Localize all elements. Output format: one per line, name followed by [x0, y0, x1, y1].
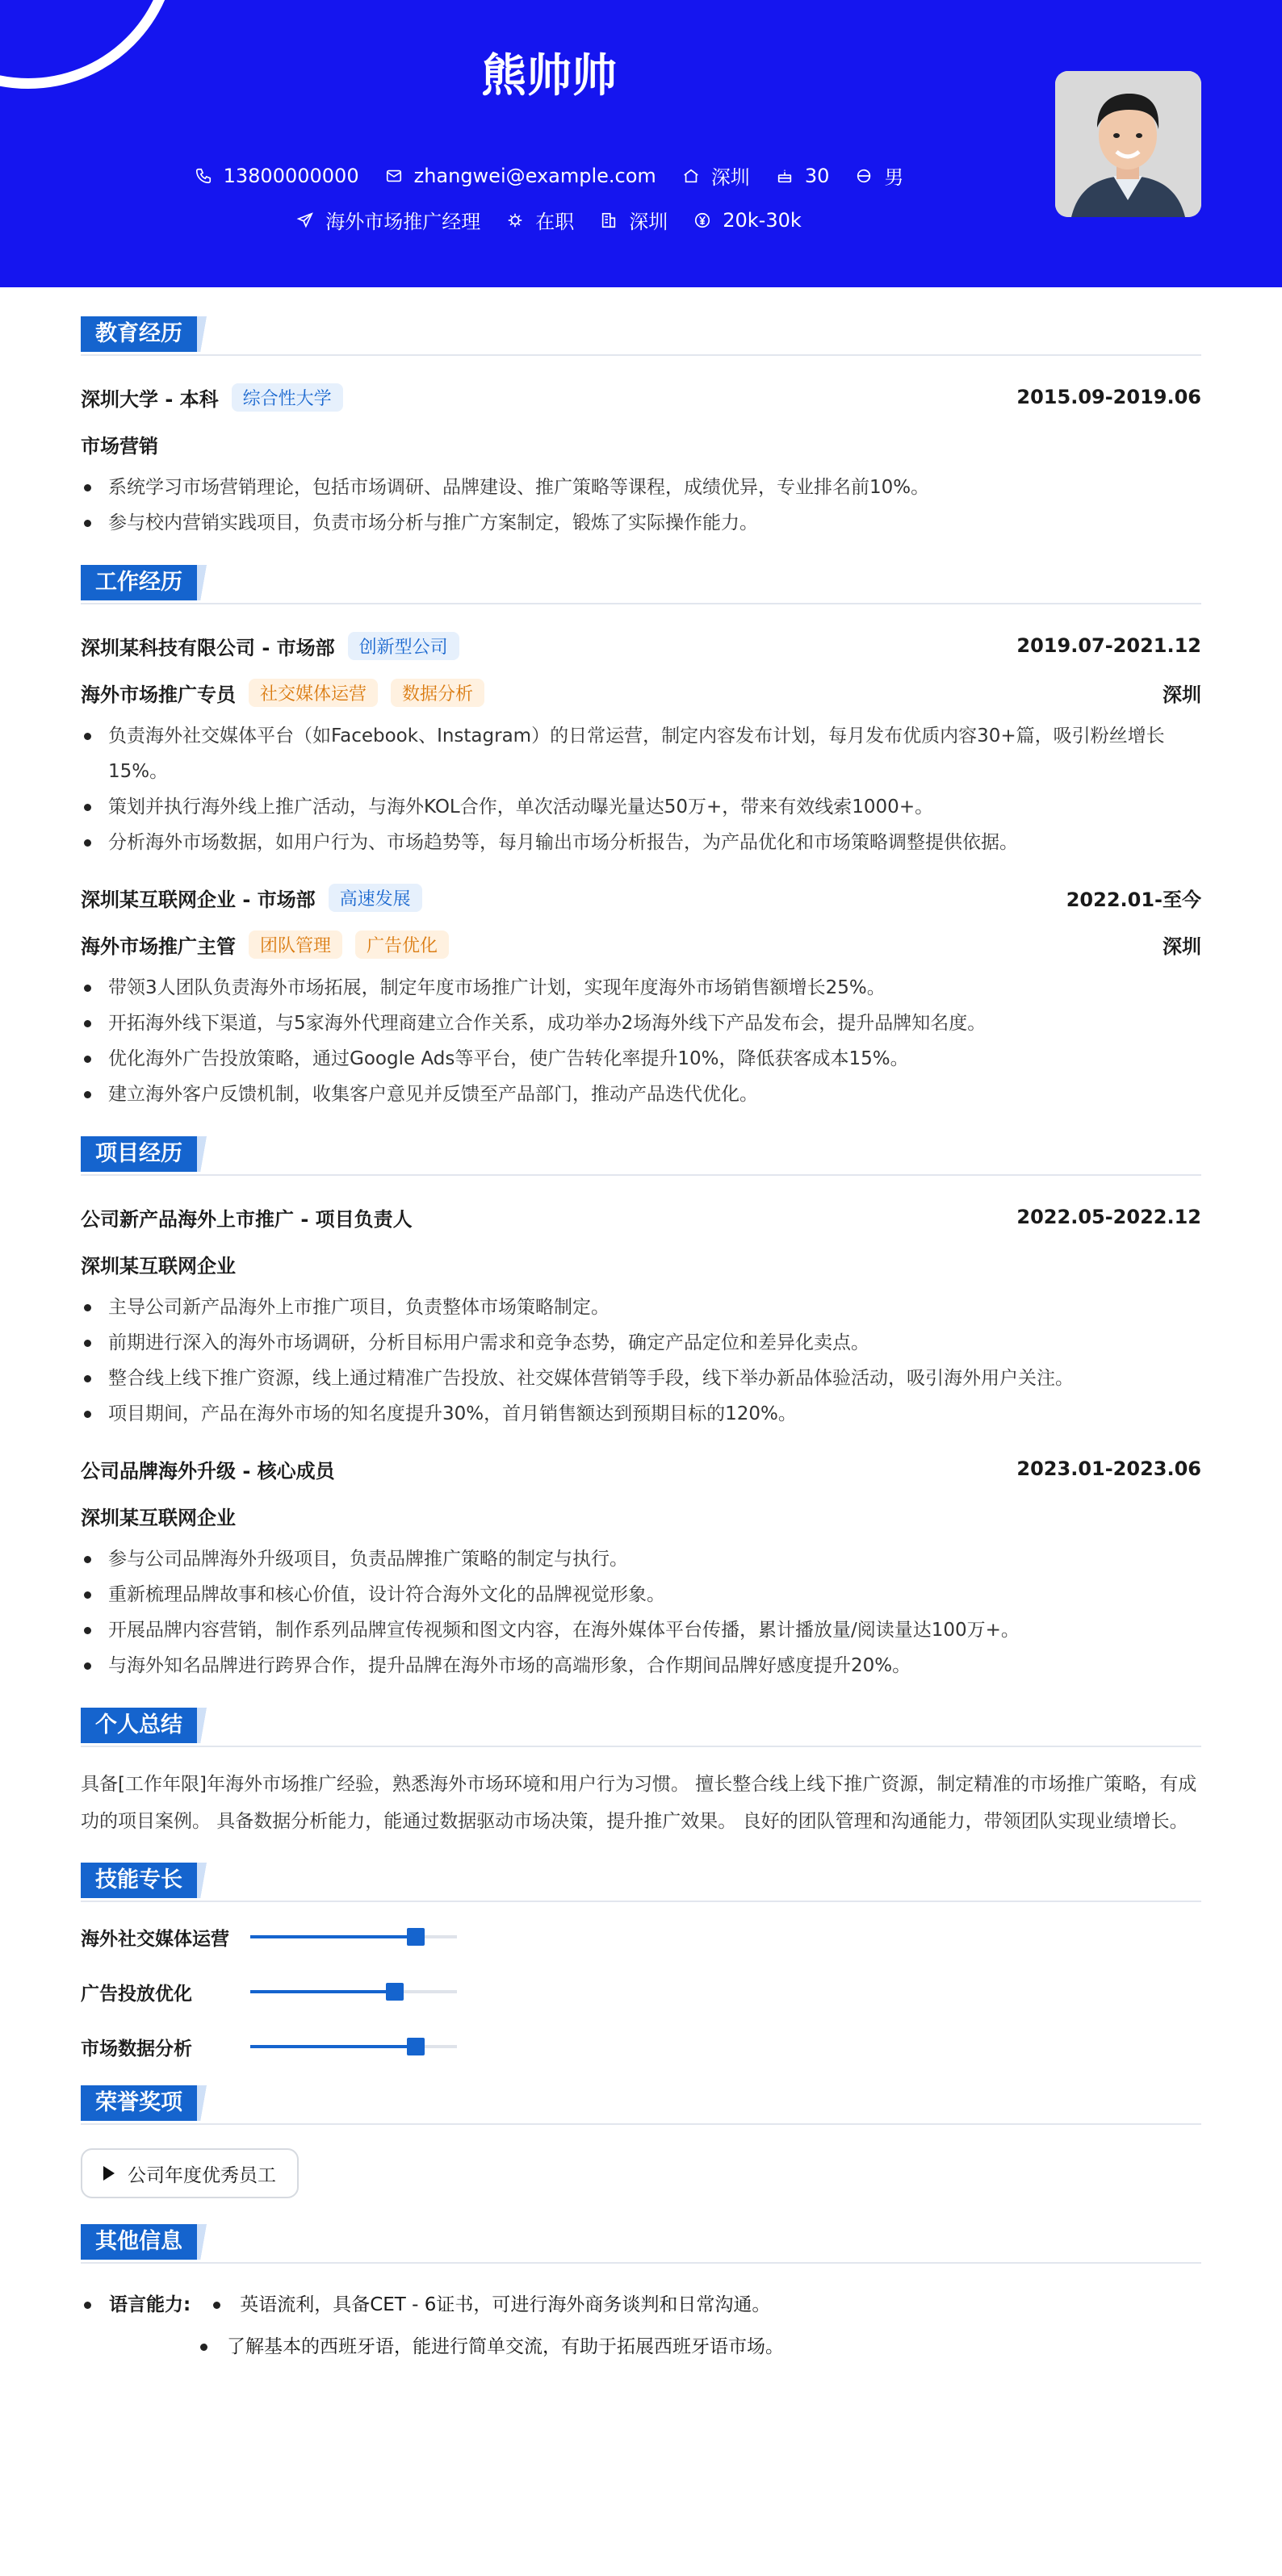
section-title: 其他信息	[81, 2224, 197, 2260]
list-item: 项目期间，产品在海外市场的知名度提升30%，首月销售额达到预期目标的120%。	[81, 1396, 1201, 1432]
email-item	[385, 165, 656, 187]
company-tag: 高速发展	[329, 884, 422, 912]
bullet-dot	[200, 2344, 207, 2351]
job-row	[0, 206, 1098, 234]
building-icon	[600, 211, 618, 229]
skill-bar-knob	[407, 2038, 425, 2055]
project-header	[81, 1454, 1201, 1483]
bullet-dot	[84, 2302, 91, 2309]
list-item: 带领3人团队负责海外市场拓展，制定年度市场推广计划，实现年度海外市场销售额增长25%。	[81, 970, 1201, 1006]
section-divider	[81, 603, 1201, 604]
phone-icon	[195, 167, 212, 185]
skill-bar-fill	[250, 2045, 416, 2048]
section-title: 技能专长	[81, 1863, 197, 1898]
project-date: 2022.05-2022.12	[1016, 1206, 1201, 1228]
salary-item	[693, 209, 802, 232]
skill-tag: 数据分析	[391, 679, 484, 707]
work-date: 2019.07-2021.12	[1016, 634, 1201, 657]
other-info	[81, 2284, 1201, 2368]
skill-bar	[250, 1935, 457, 1938]
language-row	[81, 2284, 1201, 2326]
yen-icon	[693, 211, 711, 229]
section-divider	[81, 2262, 1201, 2264]
gender-text: 男	[884, 166, 904, 189]
skill-tag: 团队管理	[249, 930, 342, 959]
list-item: 开拓海外线下渠道，与5家海外代理商建立合作关系，成功举办2场海外线下产品发布会，提升品牌知名度。	[81, 1006, 1201, 1041]
position-row	[81, 930, 1201, 959]
skill-tag: 社交媒体运营	[249, 679, 378, 707]
section-title: 荣誉奖项	[81, 2085, 197, 2121]
section-title: 工作经历	[81, 565, 197, 600]
major-name: 市场营销	[81, 434, 158, 458]
list-item: 优化海外广告投放策略，通过Google Ads等平台，使广告转化率提升10%，降低获客成本15%。	[81, 1041, 1201, 1077]
work-city: 深圳	[1163, 683, 1201, 706]
list-item: 建立海外客户反馈机制，收集客户意见并反馈至产品部门，推动产品迭代优化。	[81, 1077, 1201, 1112]
project-bullets	[81, 1290, 1201, 1432]
company-name: 深圳某互联网企业 - 市场部	[81, 888, 316, 911]
section-title: 项目经历	[81, 1136, 197, 1172]
status-text: 在职	[535, 211, 575, 233]
work-date: 2022.01-至今	[1066, 888, 1201, 911]
gender-item	[855, 161, 903, 190]
project-org: 深圳某互联网企业	[81, 1254, 236, 1278]
list-item: 重新梳理品牌故事和核心价值，设计符合海外文化的品牌视觉形象。	[81, 1577, 1201, 1612]
age-text: 30	[804, 164, 830, 187]
bullet-dot	[213, 2302, 220, 2309]
section-divider	[81, 354, 1201, 356]
position-row	[81, 678, 1201, 707]
contact-row	[0, 161, 1098, 190]
skill-bar-fill	[250, 1935, 416, 1938]
list-item: 前期进行深入的海外市场调研，分析目标用户需求和竞争态势，确定产品定位和差异化卖点。	[81, 1325, 1201, 1361]
skill-bar-knob	[386, 1983, 404, 2001]
list-item: 开展品牌内容营销，制作系列品牌宣传视频和图文内容，在海外媒体平台传播，累计播放量/阅读量达100万+。	[81, 1612, 1201, 1648]
summary-text: 具备[工作年限]年海外市场推广经验，熟悉海外市场环境和用户行为习惯。 擅长整合线上线下推广资源，制定精准的市场推广策略，有成功的项目案例。 具备数据分析能力，能通过数据驱动市场决策，提升推广效果。 良好的团队管理和沟通能力，带领团队实现业绩增长。	[81, 1774, 1197, 1832]
award-label: 公司年度优秀员工	[128, 2164, 276, 2186]
work-city-text: 深圳	[629, 211, 668, 233]
skill-bar-knob	[407, 1928, 425, 1946]
skill-bar-fill	[250, 1990, 395, 1993]
section-education	[81, 316, 1201, 353]
work-city-item	[600, 206, 668, 234]
skills-list	[81, 1917, 1201, 2082]
section-skills	[81, 1863, 1201, 1900]
list-item: 策划并执行海外线上推广活动，与海外KOL合作，单次活动曝光量达50万+，带来有效线索1000+。	[81, 789, 1201, 825]
mail-icon	[385, 167, 403, 185]
gender-icon	[855, 167, 873, 185]
resume-body	[81, 287, 1201, 2368]
work-header	[81, 631, 1201, 660]
list-item: 参与校内营销实践项目，负责市场分析与推广方案制定，锻炼了实际操作能力。	[81, 505, 1201, 541]
work-bullets	[81, 970, 1201, 1112]
company-name: 深圳某科技有限公司 - 市场部	[81, 636, 335, 659]
section-title: 个人总结	[81, 1708, 197, 1743]
list-item: 主导公司新产品海外上市推广项目，负责整体市场策略制定。	[81, 1290, 1201, 1325]
list-item: 整合线上线下推广资源，线上通过精准广告投放、社交媒体营销等手段，线下举办新品体验活动，吸引海外用户关注。	[81, 1361, 1201, 1396]
status-icon	[506, 211, 524, 229]
list-item: 负责海外社交媒体平台（如Facebook、Instagram）的日常运营，制定内容发布计划，每月发布优质内容30+篇，吸引粉丝增长15%。	[81, 718, 1201, 789]
project-org: 深圳某互联网企业	[81, 1506, 236, 1529]
section-other	[81, 2224, 1201, 2261]
send-icon	[296, 211, 314, 229]
skill-item	[81, 1917, 651, 1956]
section-summary	[81, 1708, 1201, 1745]
project-title: 公司新产品海外上市推广 - 项目负责人	[81, 1207, 413, 1231]
avatar-illustration	[1055, 71, 1201, 217]
section-projects	[81, 1136, 1201, 1173]
job-title-item	[296, 206, 480, 234]
skill-name: 广告投放优化	[81, 1983, 192, 2005]
section-work	[81, 565, 1201, 602]
skill-name: 海外社交媒体运营	[81, 1928, 229, 1950]
section-divider	[81, 1901, 1201, 1902]
position-name: 海外市场推广主管	[81, 935, 236, 958]
section-awards	[81, 2085, 1201, 2122]
language-item: 了解基本的西班牙语，能进行简单交流，有助于拓展西班牙语市场。	[227, 2336, 784, 2357]
list-item: 系统学习市场营销理论，包括市场调研、品牌建设、推广策略等课程，成绩优异，专业排名前10%。	[81, 470, 1201, 505]
candidate-name: 熊帅帅	[481, 50, 617, 102]
section-divider	[81, 2123, 1201, 2125]
skill-bar	[250, 1990, 457, 1993]
section-title: 教育经历	[81, 316, 197, 352]
status-item	[506, 206, 574, 234]
project-bullets	[81, 1541, 1201, 1683]
school-tag: 综合性大学	[232, 383, 343, 412]
company-tag: 创新型公司	[348, 632, 459, 660]
project-org-row	[81, 1501, 1201, 1530]
major-row	[81, 429, 1201, 458]
education-bullets	[81, 470, 1201, 541]
project-org-row	[81, 1249, 1201, 1278]
section-divider	[81, 1746, 1201, 1747]
position-name: 海外市场推广专员	[81, 683, 236, 706]
job-title-text: 海外市场推广经理	[325, 211, 481, 233]
triangle-right-icon	[103, 2166, 115, 2181]
education-header	[81, 383, 1201, 412]
phone-item	[195, 165, 359, 187]
list-item: 与海外知名品牌进行跨界合作，提升品牌在海外市场的高端形象，合作期间品牌好感度提升20%。	[81, 1648, 1201, 1683]
project-title: 公司品牌海外升级 - 核心成员	[81, 1459, 335, 1482]
skill-item	[81, 2027, 651, 2066]
education-date: 2015.09-2019.06	[1016, 386, 1201, 408]
salary-text: 20k-30k	[723, 208, 802, 232]
school-name: 深圳大学 - 本科	[81, 387, 219, 411]
home-city-text: 深圳	[710, 166, 750, 189]
profile-photo	[1055, 71, 1201, 217]
section-divider	[81, 1174, 1201, 1176]
language-item: 英语流利，具备CET - 6证书，可进行海外商务谈判和日常沟通。	[240, 2294, 771, 2315]
cake-icon	[776, 167, 794, 185]
list-item: 分析海外市场数据，如用户行为、市场趋势等，每月输出市场分析报告，为产品优化和市场策略调整提供依据。	[81, 825, 1201, 860]
award-item[interactable]	[81, 2148, 299, 2198]
language-label: 语言能力:	[109, 2294, 191, 2315]
project-header	[81, 1202, 1201, 1232]
phone-text: 13800000000	[223, 164, 359, 187]
project-date: 2023.01-2023.06	[1016, 1457, 1201, 1480]
work-bullets	[81, 718, 1201, 860]
skill-tag: 广告优化	[355, 930, 449, 959]
home-city-item	[682, 161, 750, 190]
work-city: 深圳	[1163, 935, 1201, 958]
resume-header	[0, 0, 1282, 287]
skill-name: 市场数据分析	[81, 2038, 192, 2060]
skill-bar	[250, 2045, 457, 2048]
email-text: zhangwei@example.com	[413, 164, 656, 187]
language-row	[81, 2326, 1201, 2368]
skill-item	[81, 1972, 651, 2011]
home-icon	[682, 167, 700, 185]
work-header	[81, 883, 1201, 912]
age-item	[776, 165, 830, 187]
list-item: 参与公司品牌海外升级项目，负责品牌推广策略的制定与执行。	[81, 1541, 1201, 1577]
